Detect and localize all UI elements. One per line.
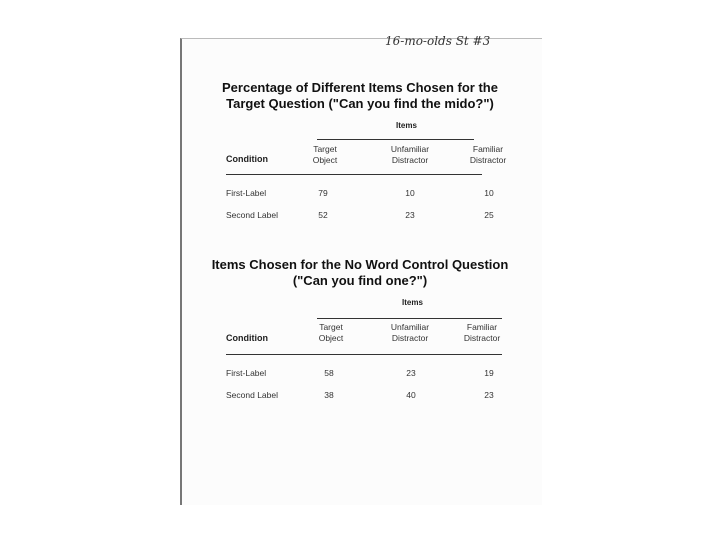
header-rule: [226, 174, 482, 175]
row-label: Second Label: [226, 390, 278, 400]
row-label: First-Label: [226, 188, 267, 198]
cell: 40: [406, 390, 416, 400]
items-group-header: Items: [402, 298, 423, 307]
column-header-target-object: Target Object: [318, 322, 344, 343]
group-rule: [317, 318, 502, 319]
table-2-title-line2: ("Can you find one?"): [292, 273, 428, 288]
table-2-title-line1: Items Chosen for the No Word Control Question: [211, 257, 509, 272]
column-header-familiar-distractor: Familiar Distractor: [469, 144, 507, 165]
table-1-title-line2: Target Question ("Can you find the mido?"): [226, 96, 494, 111]
cell: 79: [318, 188, 328, 198]
table-1-title-line1: Percentage of Different Items Chosen for the: [222, 80, 498, 95]
cell: 38: [324, 390, 334, 400]
column-header-unfamiliar-distractor: Unfamiliar Distractor: [390, 322, 430, 343]
column-header-target-object: Target Object: [312, 144, 338, 165]
cell: 23: [405, 210, 415, 220]
cell: 52: [318, 210, 328, 220]
items-group-header: Items: [396, 121, 417, 130]
cell: 23: [406, 368, 416, 378]
row-label: Second Label: [226, 210, 278, 220]
cell: 25: [484, 210, 494, 220]
column-header-unfamiliar-distractor: Unfamiliar Distractor: [390, 144, 430, 165]
cell: 58: [324, 368, 334, 378]
cell: 23: [484, 390, 494, 400]
column-header-familiar-distractor: Familiar Distractor: [463, 322, 501, 343]
cell: 10: [484, 188, 494, 198]
condition-header: Condition: [226, 154, 268, 164]
condition-header: Condition: [226, 333, 268, 343]
header-rule: [226, 354, 502, 355]
cell: 19: [484, 368, 494, 378]
group-rule: [317, 139, 474, 140]
cell: 10: [405, 188, 415, 198]
handwritten-note: 16-mo-olds St #3: [385, 34, 491, 48]
row-label: First-Label: [226, 368, 267, 378]
